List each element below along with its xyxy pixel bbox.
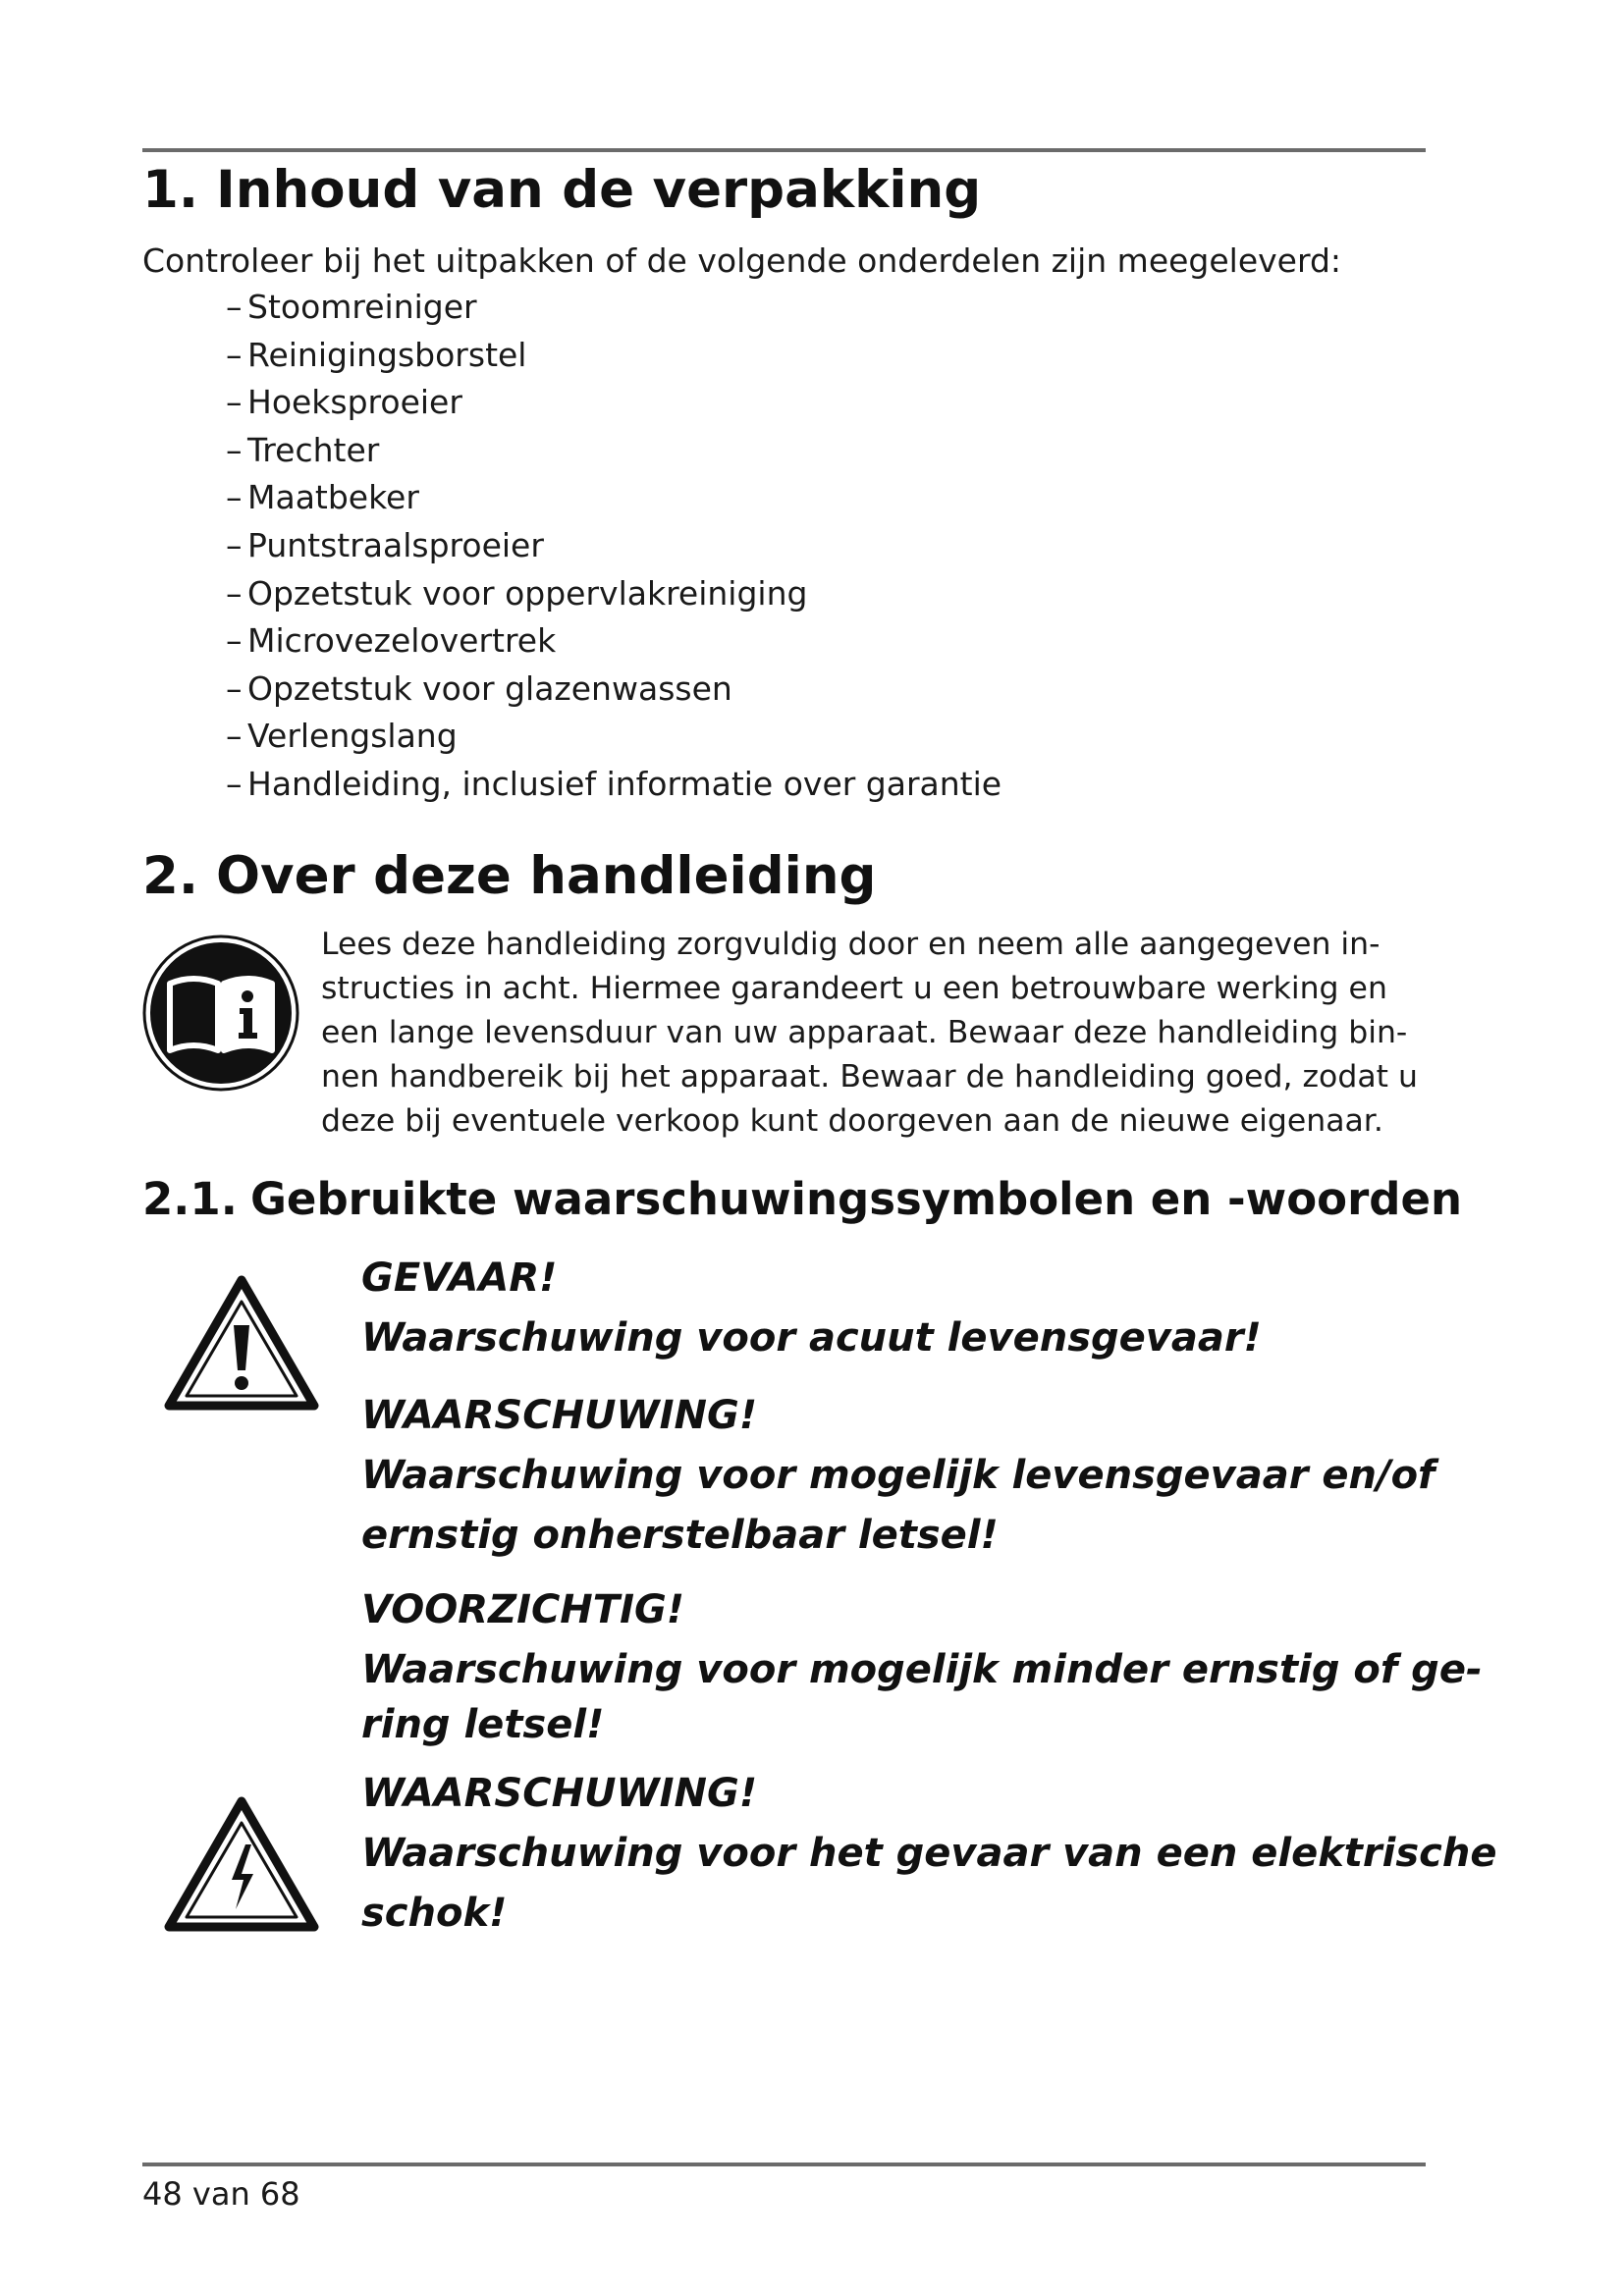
section-2-title: Over deze handleiding bbox=[216, 846, 877, 906]
warning-label-danger: GEVAAR! bbox=[361, 1255, 558, 1301]
list-item-text: Maatbeker bbox=[247, 478, 419, 517]
warning-label-warning: WAARSCHUWING! bbox=[361, 1393, 758, 1438]
warning-description: Waarschuwing voor het gevaar van een elektrische bbox=[361, 1831, 1497, 1876]
warning-label-electric: WAARSCHUWING! bbox=[361, 1771, 758, 1816]
bottom-rule bbox=[142, 2163, 1426, 2166]
list-dash: – bbox=[226, 288, 243, 326]
section-1-number: 1. bbox=[142, 160, 199, 220]
manual-info-icon bbox=[142, 934, 299, 1092]
paragraph-line: structies in acht. Hiermee garandeert u een betrouwbare werking en bbox=[321, 971, 1387, 1006]
section-1-title: Inhoud van de verpakking bbox=[216, 160, 982, 220]
list-item bbox=[226, 474, 1001, 522]
paragraph-line: een lange levensduur van uw apparaat. Bewaar deze handleiding bin- bbox=[321, 1015, 1408, 1050]
list-item bbox=[226, 666, 1001, 714]
electric-warning-triangle-icon bbox=[163, 1795, 320, 1933]
warning-description: ernstig onherstelbaar letsel! bbox=[361, 1513, 999, 1558]
list-dash: – bbox=[226, 383, 243, 422]
list-item-text: Hoeksproeier bbox=[247, 383, 462, 422]
section-2-paragraph bbox=[321, 923, 1435, 1144]
list-dash: – bbox=[226, 573, 243, 613]
warning-description: Waarschuwing voor acuut levensgevaar! bbox=[361, 1315, 1262, 1361]
list-item-text: Reinigingsborstel bbox=[247, 335, 527, 374]
list-dash: – bbox=[226, 478, 243, 517]
list-item-text: Microvezelovertrek bbox=[247, 621, 557, 661]
section-2-1-number: 2.1. bbox=[142, 1173, 238, 1225]
warning-description: ring letsel! bbox=[361, 1702, 605, 1747]
list-dash: – bbox=[226, 764, 243, 803]
general-warning-triangle-icon bbox=[163, 1274, 320, 1412]
paragraph-line: nen handbereik bij het apparaat. Bewaar de handleiding goed, zodat u bbox=[321, 1059, 1418, 1095]
warning-label-caution: VOORZICHTIG! bbox=[361, 1587, 685, 1632]
list-item bbox=[226, 761, 1001, 809]
top-rule bbox=[142, 148, 1426, 152]
list-item bbox=[226, 332, 1001, 380]
list-item-text: Trechter bbox=[247, 430, 380, 469]
section-1-intro: Controleer bij het uitpakken of de volgende onderdelen zijn meegeleverd: bbox=[142, 241, 1342, 280]
list-item bbox=[226, 570, 1001, 618]
list-item bbox=[226, 284, 1001, 332]
list-dash: – bbox=[226, 525, 243, 564]
paragraph-line: Lees deze handleiding zorgvuldig door en neem alle aangegeven in- bbox=[321, 927, 1380, 962]
list-dash: – bbox=[226, 335, 243, 374]
warning-description: Waarschuwing voor mogelijk levensgevaar en/of bbox=[361, 1453, 1435, 1498]
section-2-number: 2. bbox=[142, 846, 199, 906]
list-item-text: Opzetstuk voor oppervlakreiniging bbox=[247, 573, 808, 613]
list-dash: – bbox=[226, 430, 243, 469]
list-item bbox=[226, 379, 1001, 427]
page-number: 48 van 68 bbox=[142, 2175, 300, 2213]
section-2-1-title: Gebruikte waarschuwingssymbolen en -woorden bbox=[250, 1173, 1463, 1225]
list-item bbox=[226, 617, 1001, 666]
list-item-text: Verlengslang bbox=[247, 717, 458, 756]
warning-description: Waarschuwing voor mogelijk minder ernstig of ge- bbox=[361, 1647, 1483, 1692]
list-item-text: Handleiding, inclusief informatie over garantie bbox=[247, 764, 1002, 803]
warning-description: schok! bbox=[361, 1891, 508, 1936]
package-contents-list bbox=[226, 284, 1001, 809]
list-item-text: Opzetstuk voor glazenwassen bbox=[247, 668, 732, 708]
list-dash: – bbox=[226, 668, 243, 708]
list-item-text: Puntstraalsproeier bbox=[247, 525, 544, 564]
section-1-heading bbox=[142, 160, 981, 220]
list-item-text: Stoomreiniger bbox=[247, 288, 477, 326]
list-item bbox=[226, 522, 1001, 570]
list-dash: – bbox=[226, 621, 243, 661]
list-dash: – bbox=[226, 717, 243, 756]
list-item bbox=[226, 427, 1001, 475]
section-2-1-heading bbox=[142, 1173, 1462, 1225]
list-item bbox=[226, 713, 1001, 761]
section-2-heading bbox=[142, 846, 877, 906]
paragraph-line: deze bij eventuele verkoop kunt doorgeven aan de nieuwe eigenaar. bbox=[321, 1103, 1383, 1139]
